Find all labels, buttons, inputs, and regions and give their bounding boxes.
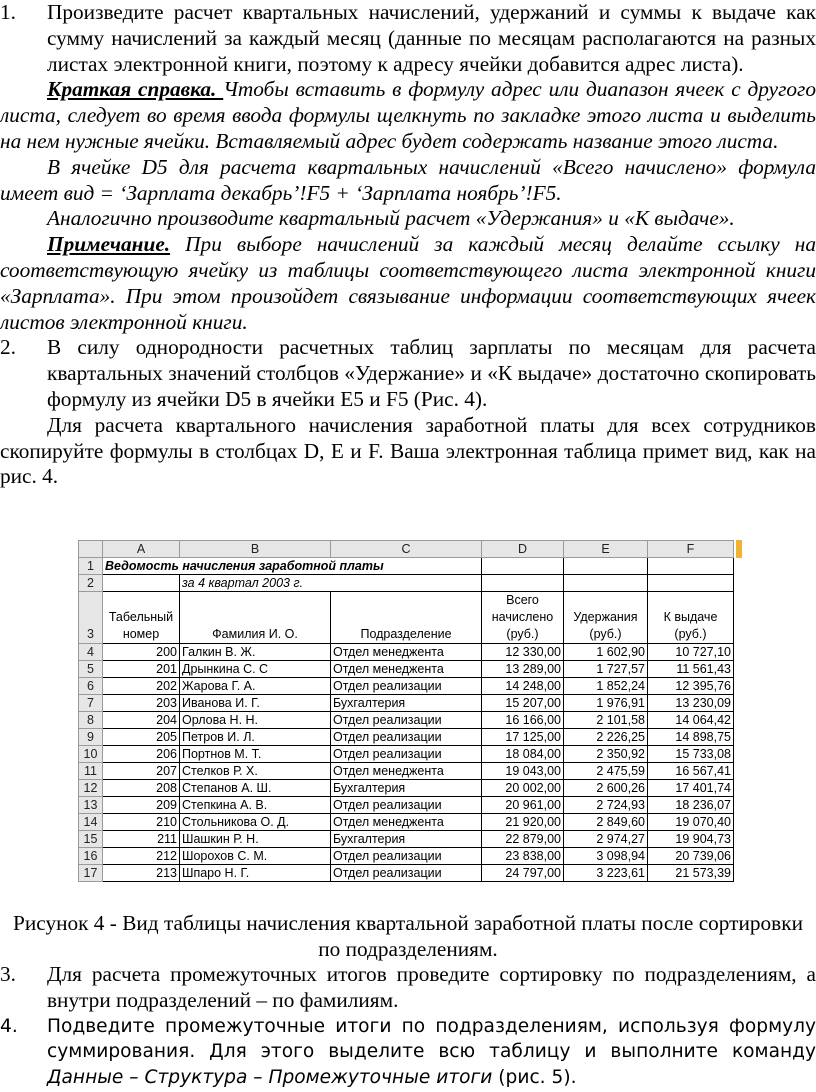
item-4-command: Данные – Структура – Промежуточные итоги bbox=[47, 1067, 493, 1089]
column-header-a[interactable]: A bbox=[103, 541, 180, 558]
row-number[interactable]: 7 bbox=[79, 695, 103, 712]
note-label: Примечание. bbox=[47, 232, 171, 257]
table-row bbox=[79, 729, 734, 746]
cell-full-name[interactable]: Стольникова О. Д. bbox=[180, 814, 331, 831]
cell-payout[interactable]: 12 395,76 bbox=[648, 678, 734, 695]
row-number[interactable]: 17 bbox=[79, 865, 103, 882]
cell-payout[interactable]: 16 567,41 bbox=[648, 763, 734, 780]
cell-deductions[interactable]: 2 849,60 bbox=[564, 814, 648, 831]
cell-tab-number[interactable]: 208 bbox=[103, 780, 180, 797]
cell-full-name[interactable]: Жарова Г. А. bbox=[180, 678, 331, 695]
cell-full-name[interactable]: Дрынкина С. С bbox=[180, 661, 331, 678]
cell-payout[interactable]: 14 064,42 bbox=[648, 712, 734, 729]
cell-deductions[interactable]: 3 223,61 bbox=[564, 865, 648, 882]
sheet-title-cell[interactable]: Ведомость начисления заработной платы bbox=[103, 558, 482, 575]
cell-tab-number[interactable]: 211 bbox=[103, 831, 180, 848]
item-2-number: 2. bbox=[0, 335, 16, 360]
cell-full-name[interactable]: Шашкин Р. Н. bbox=[180, 831, 331, 848]
cell-department[interactable]: Отдел реализации bbox=[331, 729, 482, 746]
item-2-text: В силу однородности расчетных таблиц зарплаты по месяцам для расчета квартальных значений столбцов «Удержание» и «К выдаче» достаточно скопировать формулу из ячейки D5 в ячейки E5 и F5 (Рис. 4). bbox=[47, 335, 816, 411]
cell-full-name[interactable]: Галкин В. Ж. bbox=[180, 644, 331, 661]
table-row bbox=[79, 763, 734, 780]
table-row bbox=[79, 661, 734, 678]
cell-payout[interactable]: 19 904,73 bbox=[648, 831, 734, 848]
table-row bbox=[79, 831, 734, 848]
cell-payout[interactable]: 21 573,39 bbox=[648, 865, 734, 882]
cell-total-accrued[interactable]: 24 797,00 bbox=[482, 865, 564, 882]
note-text: При выборе начислений за каждый месяц делайте ссылку на соответствующую ячейку из таблицы соответствующего листа электронной книги «Зарплата». При этом произойдет связывание информации соответствующих ячеек листов электронной книги. bbox=[0, 232, 816, 334]
cell[interactable] bbox=[482, 575, 564, 592]
cell[interactable] bbox=[564, 558, 648, 575]
header-cell-dept[interactable]: Подразделение bbox=[331, 592, 482, 644]
cell-payout[interactable]: 14 898,75 bbox=[648, 729, 734, 746]
cell-full-name[interactable]: Степкина А. В. bbox=[180, 797, 331, 814]
instructions-top bbox=[0, 0, 816, 490]
cell-full-name[interactable]: Иванова И. Г. bbox=[180, 695, 331, 712]
row-number[interactable]: 9 bbox=[79, 729, 103, 746]
row-number[interactable]: 10 bbox=[79, 746, 103, 763]
column-header-d[interactable]: D bbox=[482, 541, 564, 558]
table-row bbox=[79, 814, 734, 831]
cell-full-name[interactable]: Орлова Н. Н. bbox=[180, 712, 331, 729]
cell-payout[interactable]: 20 739,06 bbox=[648, 848, 734, 865]
list-item-3 bbox=[0, 962, 816, 1014]
table-row bbox=[79, 678, 734, 695]
cell-department[interactable]: Отдел реализации bbox=[331, 746, 482, 763]
list-item-2 bbox=[0, 335, 816, 412]
cell-department[interactable]: Бухгалтерия bbox=[331, 831, 482, 848]
cell-full-name[interactable]: Степанов А. Ш. bbox=[180, 780, 331, 797]
cell-full-name[interactable]: Стелков Р. Х. bbox=[180, 763, 331, 780]
row-number[interactable]: 3 bbox=[79, 592, 103, 644]
table-row bbox=[79, 644, 734, 661]
table-row bbox=[79, 695, 734, 712]
cell-full-name[interactable]: Шорохов С. М. bbox=[180, 848, 331, 865]
cell-total-accrued[interactable]: 23 838,00 bbox=[482, 848, 564, 865]
cell-total-accrued[interactable]: 16 166,00 bbox=[482, 712, 564, 729]
table-row bbox=[79, 848, 734, 865]
cell-full-name[interactable]: Петров И. Л. bbox=[180, 729, 331, 746]
cell-deductions[interactable]: 2 101,58 bbox=[564, 712, 648, 729]
reference-text: Чтобы вставить в формулу адрес или диапазон ячеек с другого листа, следует во время ввода формулы щелкнуть по закладке этого листа и выделить на нем нужные ячейки. Вставляемый адрес будет содержать название этого листа. bbox=[0, 77, 816, 153]
cell-department[interactable]: Отдел менеджента bbox=[331, 644, 482, 661]
cell[interactable] bbox=[482, 558, 564, 575]
note-paragraph bbox=[0, 232, 816, 335]
salary-table bbox=[78, 540, 734, 882]
cell-payout[interactable]: 19 070,40 bbox=[648, 814, 734, 831]
cell-deductions[interactable]: 1 852,24 bbox=[564, 678, 648, 695]
cell-tab-number[interactable]: 213 bbox=[103, 865, 180, 882]
select-all-corner[interactable] bbox=[79, 541, 103, 558]
row-number[interactable]: 12 bbox=[79, 780, 103, 797]
scrollbar-edge[interactable] bbox=[736, 540, 742, 558]
row-number[interactable]: 16 bbox=[79, 848, 103, 865]
list-item-1 bbox=[0, 0, 816, 77]
cell-deductions[interactable]: 1 602,90 bbox=[564, 644, 648, 661]
table-row bbox=[79, 712, 734, 729]
cell-tab-number[interactable]: 207 bbox=[103, 763, 180, 780]
reference-label: Краткая справка. bbox=[47, 77, 224, 102]
cell[interactable] bbox=[564, 575, 648, 592]
column-header-row bbox=[79, 541, 734, 558]
cell-tab-number[interactable]: 210 bbox=[103, 814, 180, 831]
sheet-header-row bbox=[79, 592, 734, 644]
cell-payout[interactable]: 18 236,07 bbox=[648, 797, 734, 814]
cell-tab-number[interactable]: 201 bbox=[103, 661, 180, 678]
table-row bbox=[79, 865, 734, 882]
cell-deductions[interactable]: 2 226,25 bbox=[564, 729, 648, 746]
cell-department[interactable]: Бухгалтерия bbox=[331, 695, 482, 712]
cell-tab-number[interactable]: 200 bbox=[103, 644, 180, 661]
cell-tab-number[interactable]: 209 bbox=[103, 797, 180, 814]
header-cell-total[interactable]: Всего начислено (руб.) bbox=[482, 592, 564, 644]
row-number[interactable]: 8 bbox=[79, 712, 103, 729]
cell-payout[interactable]: 15 733,08 bbox=[648, 746, 734, 763]
cell-total-accrued[interactable]: 15 207,00 bbox=[482, 695, 564, 712]
formula-paragraph: В ячейке D5 для расчета квартальных начислений «Всего начислено» формула имеет вид = ‘Зарплата декабрь’!F5 + ‘Зарплата ноябрь’!F5. bbox=[0, 154, 816, 205]
row-number[interactable]: 4 bbox=[79, 644, 103, 661]
column-header-e[interactable]: E bbox=[564, 541, 648, 558]
cell-total-accrued[interactable]: 17 125,00 bbox=[482, 729, 564, 746]
cell-tab-number[interactable]: 204 bbox=[103, 712, 180, 729]
table-row bbox=[79, 780, 734, 797]
cell-deductions[interactable]: 1 727,57 bbox=[564, 661, 648, 678]
cell-deductions[interactable]: 2 475,59 bbox=[564, 763, 648, 780]
cell-deductions[interactable]: 2 350,92 bbox=[564, 746, 648, 763]
cell-deductions[interactable]: 1 976,91 bbox=[564, 695, 648, 712]
header-cell-name[interactable]: Фамилия И. О. bbox=[180, 592, 331, 644]
list-item-4 bbox=[0, 1014, 816, 1091]
row-number[interactable]: 15 bbox=[79, 831, 103, 848]
item-4-text-b: (рис. 5). bbox=[492, 1067, 577, 1089]
item-4-text-a: Подведите промежуточные итоги по подразделениям, используя формулу суммирования. Для этого выделите всю таблицу и выполните команду bbox=[47, 1015, 816, 1063]
table-row bbox=[79, 746, 734, 763]
column-header-b[interactable]: B bbox=[180, 541, 331, 558]
row-number[interactable]: 6 bbox=[79, 678, 103, 695]
item-3-number: 3. bbox=[0, 962, 16, 986]
cell-department[interactable]: Отдел реализации bbox=[331, 797, 482, 814]
item-1-text: Произведите расчет квартальных начислений, удержаний и суммы к выдаче как сумму начислений за каждый месяц (данные по месяцам располагаются на разных листах электронной книги, поэтому к адресу ячейки добавится адрес листа). bbox=[47, 0, 816, 76]
reference-note bbox=[0, 77, 816, 154]
table-row bbox=[79, 797, 734, 814]
cell-department[interactable]: Отдел менеджента bbox=[331, 763, 482, 780]
caption-text: Рисунок 4 - Вид таблицы начисления квартальной заработной платы после сортировки по подразделениям. bbox=[13, 911, 803, 961]
cell-tab-number[interactable]: 206 bbox=[103, 746, 180, 763]
cell-total-accrued[interactable]: 20 002,00 bbox=[482, 780, 564, 797]
sheet-row-2 bbox=[79, 575, 734, 592]
cell-deductions[interactable]: 2 724,93 bbox=[564, 797, 648, 814]
cell-total-accrued[interactable]: 18 084,00 bbox=[482, 746, 564, 763]
row-number[interactable]: 13 bbox=[79, 797, 103, 814]
cell-total-accrued[interactable]: 13 289,00 bbox=[482, 661, 564, 678]
cell-tab-number[interactable]: 212 bbox=[103, 848, 180, 865]
cell-department[interactable]: Отдел менеджента bbox=[331, 661, 482, 678]
figure-caption bbox=[0, 911, 816, 963]
cell-department[interactable]: Отдел менеджента bbox=[331, 814, 482, 831]
cell-deductions[interactable]: 2 974,27 bbox=[564, 831, 648, 848]
cell[interactable] bbox=[648, 558, 734, 575]
cell-department[interactable]: Отдел реализации bbox=[331, 712, 482, 729]
cell-tab-number[interactable]: 203 bbox=[103, 695, 180, 712]
cell-full-name[interactable]: Портнов М. Т. bbox=[180, 746, 331, 763]
similar-paragraph: Аналогично производите квартальный расчет «Удержания» и «К выдаче». bbox=[47, 206, 735, 231]
cell-tab-number[interactable]: 205 bbox=[103, 729, 180, 746]
item-1-number: 1. bbox=[0, 0, 16, 24]
sheet-subtitle-cell[interactable]: за 4 квартал 2003 г. bbox=[180, 575, 482, 592]
row-number[interactable]: 5 bbox=[79, 661, 103, 678]
cell[interactable] bbox=[648, 575, 734, 592]
cell[interactable] bbox=[103, 575, 180, 592]
cell-deductions[interactable]: 2 600,26 bbox=[564, 780, 648, 797]
cell-total-accrued[interactable]: 19 043,00 bbox=[482, 763, 564, 780]
row-number[interactable]: 1 bbox=[79, 558, 103, 575]
cell-total-accrued[interactable]: 21 920,00 bbox=[482, 814, 564, 831]
cell-payout[interactable]: 13 230,09 bbox=[648, 695, 734, 712]
cell-total-accrued[interactable]: 14 248,00 bbox=[482, 678, 564, 695]
cell-payout[interactable]: 11 561,43 bbox=[648, 661, 734, 678]
sheet-row-1 bbox=[79, 558, 734, 575]
spreadsheet-figure bbox=[78, 540, 738, 905]
cell-department[interactable]: Отдел реализации bbox=[331, 678, 482, 695]
cell-total-accrued[interactable]: 22 879,00 bbox=[482, 831, 564, 848]
row-number[interactable]: 2 bbox=[79, 575, 103, 592]
cell-payout[interactable]: 10 727,10 bbox=[648, 644, 734, 661]
cell-total-accrued[interactable]: 20 961,00 bbox=[482, 797, 564, 814]
cell-payout[interactable]: 17 401,74 bbox=[648, 780, 734, 797]
item-4-number: 4. bbox=[0, 1015, 18, 1037]
row-number[interactable]: 11 bbox=[79, 763, 103, 780]
item-3-text: Для расчета промежуточных итогов проведите сортировку по подразделениям, а внутри подразделений – по фамилиям. bbox=[47, 962, 816, 1012]
row-number[interactable]: 14 bbox=[79, 814, 103, 831]
copy-paragraph: Для расчета квартального начисления заработной платы для всех сотрудников скопируйте формулы в столбцах D, E и F. Ваша электронная таблица примет вид, как на рис. 4. bbox=[0, 412, 816, 489]
header-cell-deductions[interactable]: Удержания (руб.) bbox=[564, 592, 648, 644]
column-header-f[interactable]: F bbox=[648, 541, 734, 558]
header-cell-payout[interactable]: К выдаче (руб.) bbox=[648, 592, 734, 644]
cell-department[interactable]: Отдел реализации bbox=[331, 865, 482, 882]
column-header-c[interactable]: C bbox=[331, 541, 482, 558]
cell-deductions[interactable]: 3 098,94 bbox=[564, 848, 648, 865]
cell-department[interactable]: Бухгалтерия bbox=[331, 780, 482, 797]
header-cell-id[interactable]: Табельный номер bbox=[103, 592, 180, 644]
cell-full-name[interactable]: Шпаро Н. Г. bbox=[180, 865, 331, 882]
cell-department[interactable]: Отдел реализации bbox=[331, 848, 482, 865]
cell-total-accrued[interactable]: 12 330,00 bbox=[482, 644, 564, 661]
cell-tab-number[interactable]: 202 bbox=[103, 678, 180, 695]
instructions-bottom bbox=[0, 962, 816, 1091]
